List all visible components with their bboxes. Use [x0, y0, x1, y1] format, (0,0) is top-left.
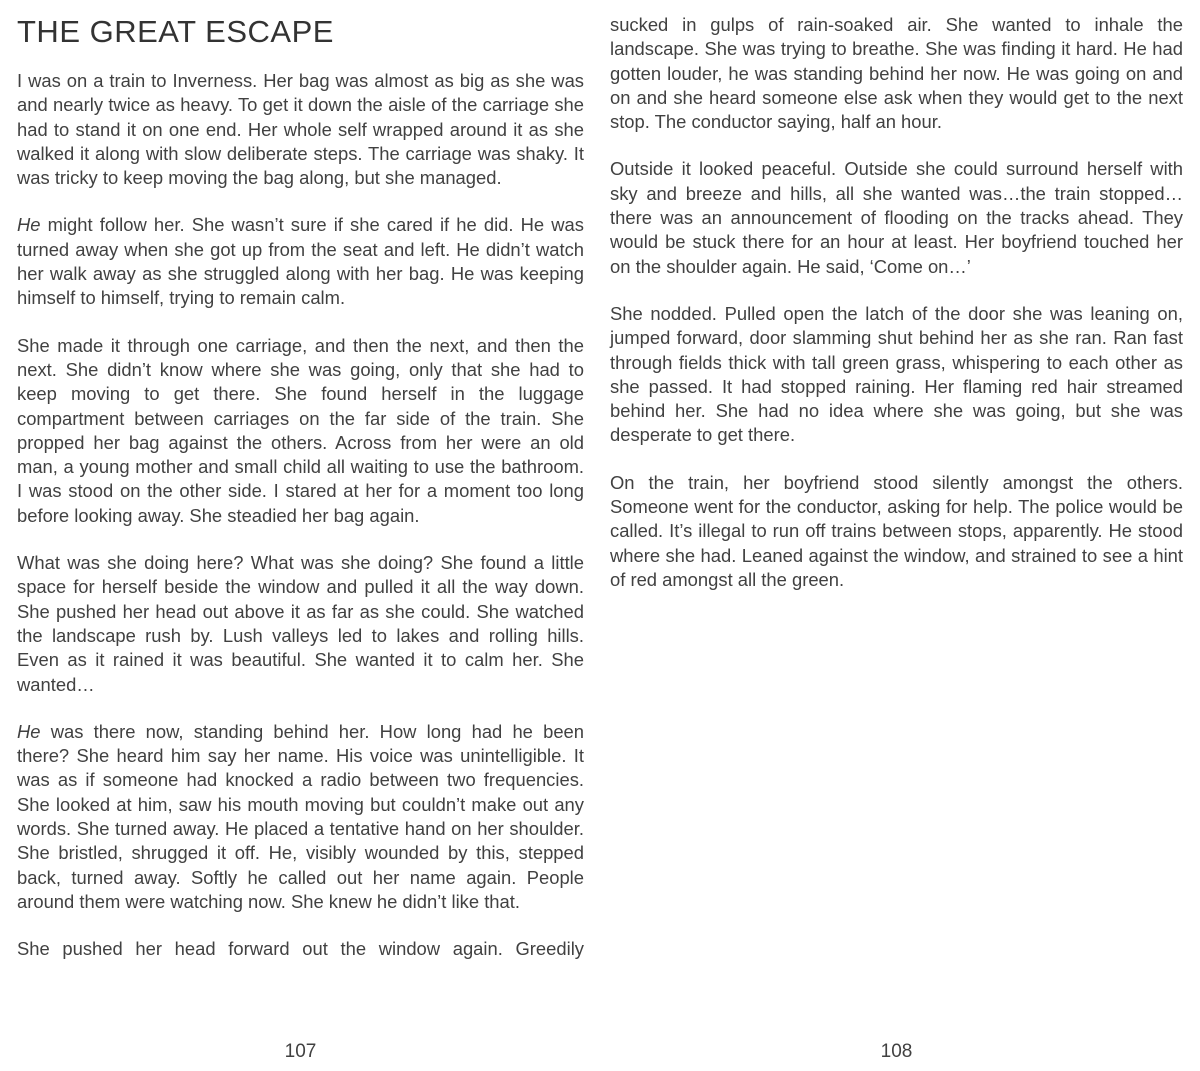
- page-title: THE GREAT ESCAPE: [17, 14, 334, 49]
- paragraph: [17, 551, 584, 697]
- paragraph: [17, 937, 584, 961]
- italic-lead: He: [17, 214, 41, 236]
- paragraph-text: sucked in gulps of rain-soaked air. She wanted to inhale the landscape. She was trying to breathe. She was finding it hard. He had gotten louder, he was standing behind her now. He was going on and on and she heard someone else ask when they would get to the next stop. The conductor saying, half an hour.: [610, 14, 1183, 133]
- paragraph-text: What was she doing here? What was she doing? She found a little space for herself beside the window and pulled it all the way down. She pushed her head out above it as far as she could. She watched the landscape rush by. Lush valleys led to lakes and rolling hills. Even as it rained it was beautiful. She wanted it to calm her. She wanted…: [17, 552, 584, 695]
- page-number-right: 108: [880, 1041, 913, 1062]
- paragraph-text: On the train, her boyfriend stood silently amongst the others. Someone went for the conductor, asking for help. The police would be called. It’s illegal to run off trains between stops, apparently. He stood where she had. Leaned against the window, and strained to see a hint of red amongst all the green.: [610, 471, 1183, 590]
- page-left-column: [17, 0, 584, 985]
- paragraph: [610, 13, 1183, 134]
- paragraph: [17, 213, 584, 310]
- paragraph-text: was there now, standing behind her. How long had he been there? She heard him say her name. His voice was unintelligible. It was as if someone had knocked a radio between two frequencies. She looked at him, saw his mouth moving but couldn’t make out any words. She turned away. He placed a tentative hand on her shoulder. She bristled, shrugged it off. He, visibly wounded by this, stepped back, turned away. Softly he called out her name again. People around them were watching now. She knew he didn’t like that.: [17, 720, 584, 912]
- page-number-left: 107: [284, 1041, 317, 1062]
- paragraph: [610, 302, 1183, 448]
- paragraph-text: Outside it looked peaceful. Outside she could surround herself with sky and breeze and hills, all she wanted was…the train stopped… there was an announcement of flooding on the tracks ahead. They would be stuck there for an hour at least. Her boyfriend touched her on the shoulder again. He said, ‘Come on…’: [610, 158, 1183, 277]
- paragraph: [17, 720, 584, 914]
- paragraph-text: She made it through one carriage, and then the next, and then the next. She didn’t know where she was going, only that she had to keep moving to get there. She found herself in the luggage compartment between carriages on the far side of the train. She propped her bag against the others. Across from her were an old man, a young mother and small child all waiting to use the bathroom. I was stood on the other side. I stared at her for a moment too long before looking away. She steadied her bag again.: [17, 334, 584, 526]
- paragraph-text: I was on a train to Inverness. Her bag was almost as big as she was and nearly twice as heavy. To get it down the aisle of the carriage she had to stand it on one end. Her whole self wrapped around it as she walked it along with slow deliberate steps. The carriage was shaky. It was tricky to keep moving the bag along, but she managed.: [17, 70, 584, 189]
- paragraph-text: might follow her. She wasn’t sure if she cared if he did. He was turned away when she got up from the seat and left. He didn’t watch her walk away as she struggled along with her bag. He was keeping himself to himself, trying to remain calm.: [17, 214, 584, 309]
- paragraph-text: She nodded. Pulled open the latch of the door she was leaning on, jumped forward, door slamming shut behind her as she ran. Ran fast through fields thick with tall green grass, whispering to each other as she passed. It had stopped raining. Her flaming red hair streamed behind her. She had no idea where she was going, but she was desperate to get there.: [610, 302, 1183, 446]
- page-right-column: [610, 0, 1183, 615]
- paragraph: [610, 157, 1183, 278]
- italic-lead: He: [17, 720, 41, 742]
- paragraph: [17, 334, 584, 528]
- paragraph: [610, 471, 1183, 592]
- paragraph: [17, 69, 584, 190]
- paragraph-text: She pushed her head forward out the window again. Greedily: [17, 938, 584, 960]
